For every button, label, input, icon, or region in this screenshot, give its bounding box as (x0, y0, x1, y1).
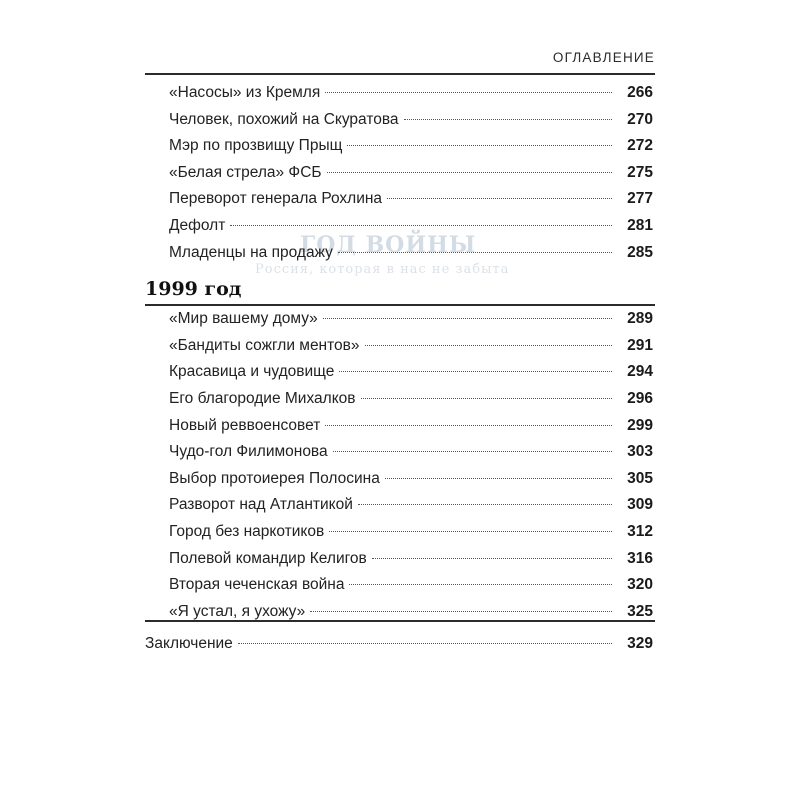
toc-entry-page: 312 (627, 522, 653, 540)
toc-entry-label: «Белая стрела» ФСБ (169, 163, 322, 181)
toc-closing-entry[interactable] (145, 635, 655, 665)
list-item[interactable] (145, 603, 655, 630)
toc-entry-page: 285 (627, 243, 653, 261)
toc-entry-page: 281 (627, 216, 653, 234)
toc-entry-label: Чудо-гол Филимонова (169, 443, 328, 461)
toc-section-title: 1999 год (145, 278, 242, 301)
toc-entry-page: 291 (627, 336, 653, 354)
list-item[interactable] (145, 417, 655, 444)
list-item[interactable] (145, 523, 655, 550)
dot-leader (365, 345, 612, 346)
list-item[interactable] (145, 111, 655, 138)
toc-entry-page: 275 (627, 163, 653, 181)
page-header (145, 50, 655, 78)
toc-entry-page: 294 (627, 363, 653, 381)
list-item[interactable] (145, 137, 655, 164)
dot-leader (387, 198, 612, 199)
toc-entry-label: Дефолт (169, 216, 226, 234)
toc-entry-page: 305 (627, 469, 653, 487)
toc-entry-page: 329 (627, 635, 653, 653)
toc-entry-page: 309 (627, 496, 653, 514)
toc-entry-page: 272 (627, 137, 653, 155)
dot-leader (338, 252, 612, 253)
dot-leader (329, 531, 612, 532)
toc-entry-label: Младенцы на продажу (169, 243, 333, 261)
toc-entry-page: 270 (627, 110, 653, 128)
dot-leader (238, 643, 612, 644)
footer-divider (145, 620, 655, 622)
toc-section-header (145, 274, 655, 308)
dot-leader (333, 451, 612, 452)
toc-entry-page: 289 (627, 310, 653, 328)
list-item[interactable] (145, 550, 655, 577)
list-item[interactable] (145, 244, 655, 271)
page-title: ОГЛАВЛЕНИЕ (552, 50, 655, 65)
toc-entry-label: Новый реввоенсовет (169, 416, 321, 434)
ghost-cover-subtitle: Россия, которая в нас не забыта (255, 262, 510, 277)
list-item[interactable] (145, 164, 655, 191)
dot-leader (327, 172, 612, 173)
toc-entry-page: 299 (627, 416, 653, 434)
dot-leader (349, 584, 612, 585)
dot-leader (361, 398, 612, 399)
toc-entry-label: Полевой командир Келигов (169, 549, 367, 567)
dot-leader (325, 92, 612, 93)
toc-entry-label: «Насосы» из Кремля (169, 84, 321, 101)
list-item[interactable] (145, 363, 655, 390)
toc-entry-label: Заключение (145, 635, 233, 653)
list-item[interactable] (145, 470, 655, 497)
toc-entry-label: Разворот над Атлантикой (169, 496, 353, 514)
toc-entry-label: «Мир вашему дому» (169, 310, 318, 328)
toc-entry-page: 277 (627, 190, 653, 208)
toc-entry-label: «Бандиты сожгли ментов» (169, 336, 360, 354)
dot-leader (325, 425, 612, 426)
header-divider (145, 73, 655, 75)
dot-leader (347, 145, 612, 146)
list-item[interactable] (145, 496, 655, 523)
dot-leader (323, 318, 612, 319)
toc-entry-page: 303 (627, 443, 653, 461)
dot-leader (372, 558, 612, 559)
ghost-cover-title: ГОД ВОЙНЫ (300, 232, 477, 258)
table-of-contents (145, 84, 655, 665)
toc-entry-label: Мэр по прозвищу Прыщ (169, 137, 343, 155)
list-item[interactable] (145, 190, 655, 217)
dot-leader (310, 611, 612, 612)
toc-entry-label: Вторая чеченская война (169, 576, 345, 594)
toc-entry-label: Выбор протоиерея Полосина (169, 469, 380, 487)
toc-entry-page: 296 (627, 389, 653, 407)
toc-entry-page: 325 (627, 602, 653, 620)
toc-entry-label: Переворот генерала Рохлина (169, 190, 383, 208)
toc-entry-label: Красавица и чудовище (169, 363, 335, 381)
list-item[interactable] (145, 217, 655, 244)
toc-entry-page: 316 (627, 549, 653, 567)
dot-leader (358, 504, 612, 505)
dot-leader (339, 371, 612, 372)
list-item[interactable] (145, 84, 655, 111)
toc-entry-label: Город без наркотиков (169, 522, 325, 540)
dot-leader (230, 225, 612, 226)
section-divider (145, 304, 655, 306)
list-item[interactable] (145, 310, 655, 337)
toc-entry-label: Его благородие Михалков (169, 389, 356, 407)
list-item[interactable] (145, 576, 655, 603)
list-item[interactable] (145, 443, 655, 470)
toc-entry-page: 320 (627, 576, 653, 594)
toc-entry-label: Человек, похожий на Скуратова (169, 110, 399, 128)
list-item[interactable] (145, 390, 655, 417)
toc-entry-page: 266 (627, 84, 653, 101)
list-item[interactable] (145, 337, 655, 364)
toc-entry-label: «Я устал, я ухожу» (169, 602, 306, 620)
dot-leader (385, 478, 612, 479)
dot-leader (404, 119, 612, 120)
